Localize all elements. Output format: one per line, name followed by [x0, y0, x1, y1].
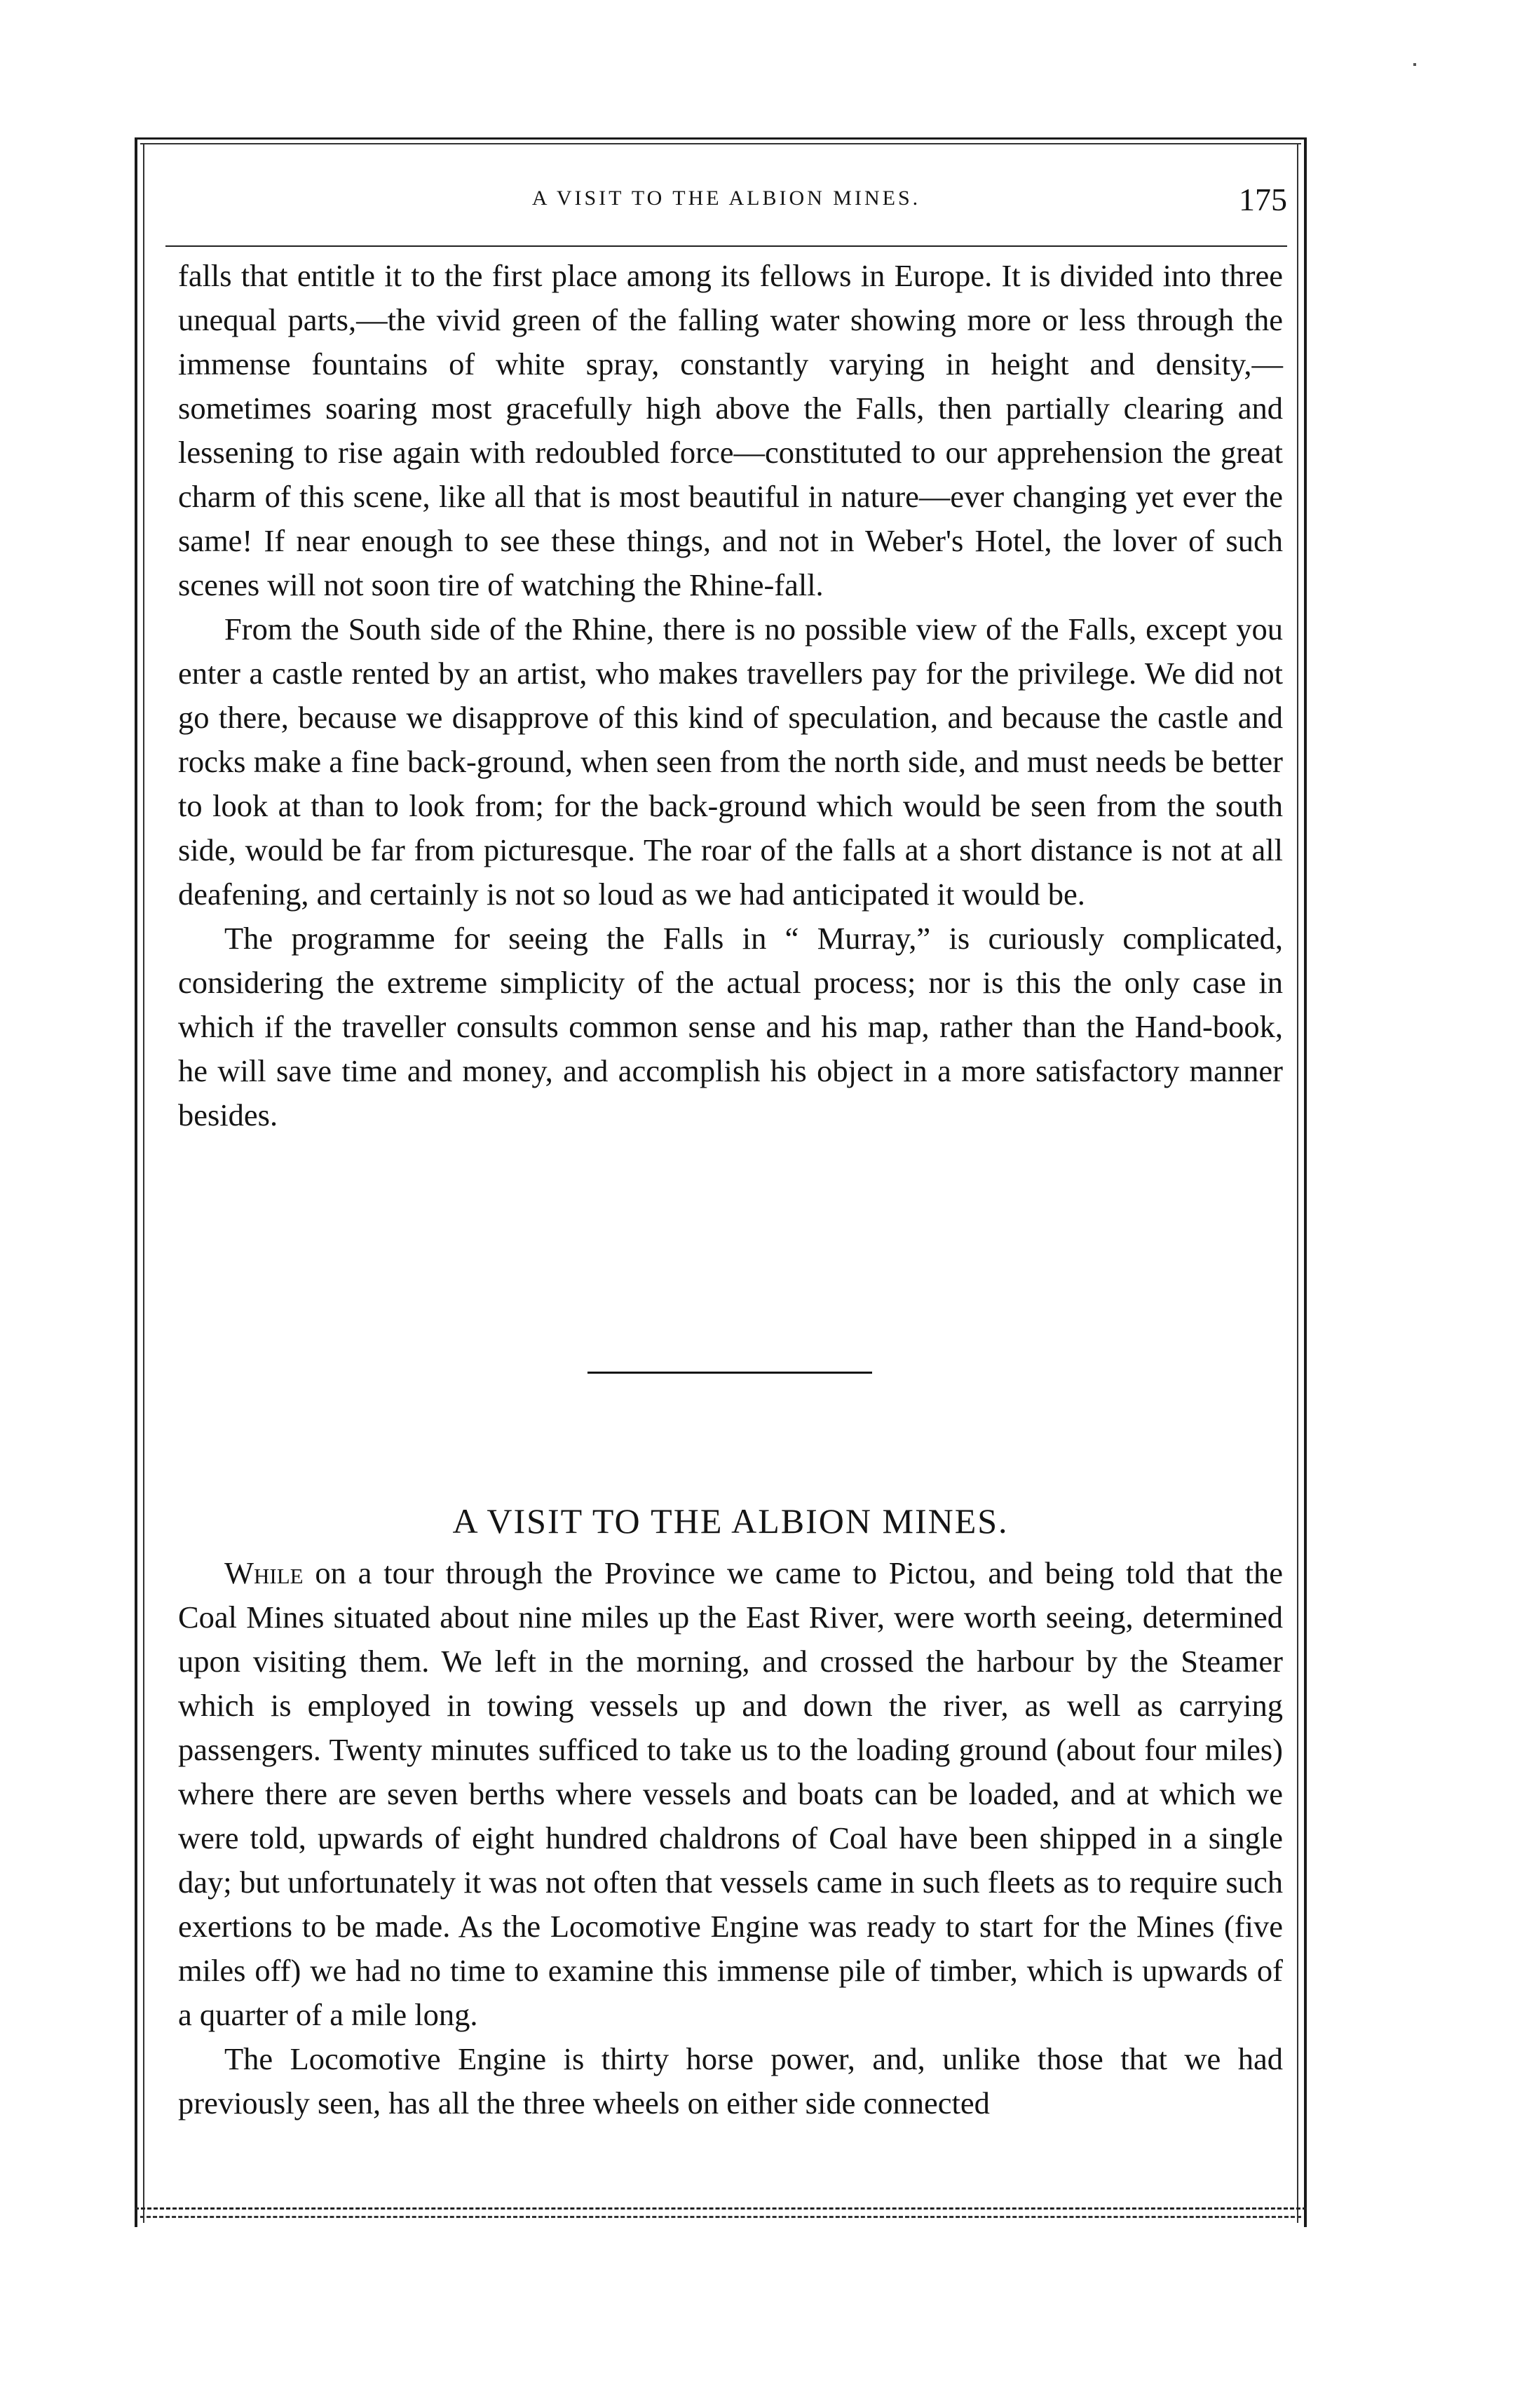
paragraph-text: on a tour through the Province we came to Pictou, and being told that the Coal Mines situated about nine miles up the East River, were worth seeing, determined upon visiting them. We left in the morning, and crossed the harbour by the Steamer which is employed in towing vessels up and down the river, as well as carrying passengers. Twenty minutes sufficed to take us to the loading ground (about four miles) where there are seven berths where vessels and boats can be loaded, and at which we were told, upwards of eight hundred chaldrons of Coal have been shipped in a single day; but unfortunately it was not often that vessels came in such fleets as to require such exertions to be made. As the Locomotive Engine was ready to start for the Mines (five miles off) we had no time to examine this immense pile of timber, which is upwards of a quarter of a mile long.: [178, 1555, 1283, 2032]
page-border-bottom-inner: [140, 2216, 1301, 2218]
paragraph: From the South side of the Rhine, there is no possible view of the Falls, except you enter a castle rented by an artist, who makes travellers pay for the privilege. We did not go there, because we disapprove of this kind of speculation, and because the castle and rocks make a fine back-ground, when seen from the north side, and must needs be better to look at than to look from; for the back-ground which would be seen from the south side, would be far from picturesque. The roar of the falls at a short distance is not at all deafening, and certainly is not so loud as we had anticipated it would be.: [178, 611, 1283, 912]
previous-article-text: [178, 254, 1283, 1137]
section-divider: [587, 1372, 872, 1374]
paragraph: The programme for seeing the Falls in “ Murray,” is curiously complicated, considering the extreme simplicity of the actual process; nor is this the only case in which if the traveller consults common sense and his map, rather than the Hand-book, he will save time and money, and accomplish his object in a more satisfactory manner besides.: [178, 921, 1283, 1132]
scan-speck: [1413, 63, 1416, 66]
page-header: [165, 181, 1287, 230]
paragraph: [178, 1551, 1283, 2037]
article-text: [178, 1551, 1283, 2125]
page-number: 175: [1239, 182, 1287, 217]
running-head: A VISIT TO THE ALBION MINES.: [531, 187, 921, 210]
paragraph: The Locomotive Engine is thirty horse power, and, unlike those that we had previously seen, has all the three wheels on either side connected: [178, 2041, 1283, 2120]
page-border-bottom: [135, 2207, 1307, 2210]
page-border-inner-right: [1297, 143, 1298, 2223]
header-rule: [165, 245, 1287, 247]
page-border-inner-left: [143, 143, 144, 2223]
first-word: While: [224, 1555, 304, 1590]
paragraph: falls that entitle it to the first place among its fellows in Europe. It is divided into three unequal parts,—the vivid green of the falling water showing more or less through the immense fountains of white spray, constantly varying in height and density,—sometimes soaring most gracefully high above the Falls, then partially clearing and lessening to rise again with redoubled force—constituted to our apprehension the great charm of this scene, like all that is most beautiful in nature—ever changing yet ever the same! If near enough to see these things, and not in Weber's Hotel, the lover of such scenes will not soon tire of watching the Rhine-fall.: [178, 258, 1283, 602]
article-title: A VISIT TO THE ALBION MINES.: [452, 1501, 1009, 1541]
